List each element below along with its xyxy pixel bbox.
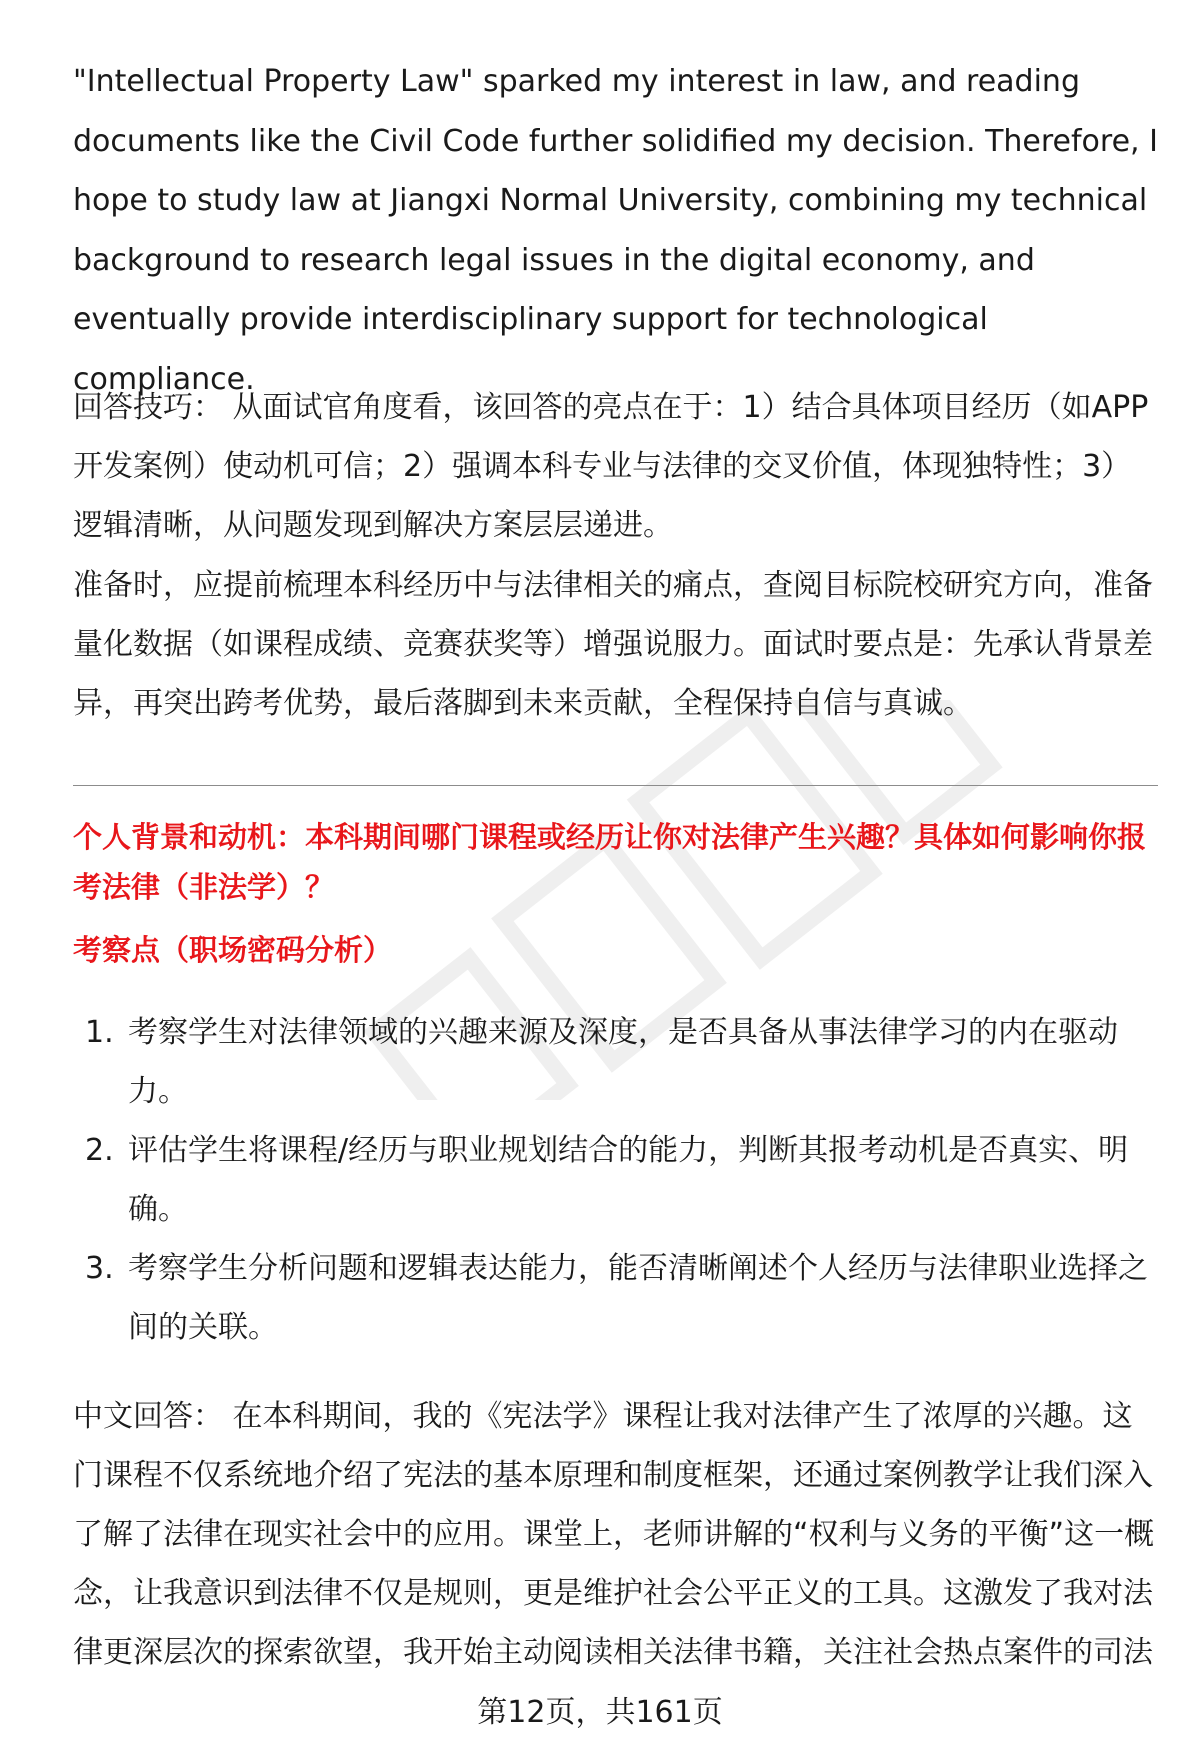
list-item (73, 1239, 1158, 1357)
page-number-footer: 第12页，共161页 (477, 1695, 723, 1730)
intro-english-paragraph: "Intellectual Property Law" sparked my interest in law, and reading documents like the Civil Code further solidified my decision. Therefore, I hope to study law at Jiangxi Normal University, combining my technical background to research legal issues in the digital economy, and eventually provide interdisciplinary support for technological compliance. (73, 64, 1158, 397)
list-item-text: 考察学生对法律领域的兴趣来源及深度，是否具备从事法律学习的内在驱动力。 (128, 1015, 1118, 1109)
chinese-answer-paragraph: 中文回答： 在本科期间，我的《宪法学》课程让我对法律产生了浓厚的兴趣。这门课程不仅系统地介绍了宪法的基本原理和制度框架，还通过案例教学让我们深入了解了法律在现实社会中的应用。课堂上，老师讲解的“权利与义务的平衡”这一概念，让我意识到法律不仅是规则，更是维护社会公平正义的工具。这激发了我对法律更深层次的探索欲望，我开始主动阅读相关法律书籍，关注社会热点案件的司法 (73, 1399, 1155, 1670)
list-item-text: 考察学生分析问题和逻辑表达能力，能否清晰阐述个人经历与法律职业选择之间的关联。 (128, 1251, 1148, 1345)
list-item-number: 3. (85, 1251, 114, 1286)
list-item-number: 2. (85, 1133, 114, 1168)
list-item (73, 1121, 1158, 1239)
section-divider (73, 785, 1158, 786)
focus-points-title: 考察点（职场密码分析） (73, 933, 393, 967)
list-item-text: 评估学生将课程/经历与职业规划结合的能力，判断其报考动机是否真实、明确。 (128, 1133, 1129, 1227)
list-item-number: 1. (85, 1015, 114, 1050)
answer-tips-paragraph: 回答技巧： 从面试官角度看，该回答的亮点在于：1）结合具体项目经历（如APP开发案例）使动机可信；2）强调本科专业与法律的交叉价值，体现独特性；3）逻辑清晰，从问题发现到解决方案层层递进。 (73, 390, 1149, 543)
focus-points-list (73, 1003, 1158, 1357)
list-item (73, 1003, 1158, 1121)
question-title: 个人背景和动机：本科期间哪门课程或经历让你对法律产生兴趣？具体如何影响你报考法律（非法学）？ (73, 820, 1147, 904)
preparation-paragraph: 准备时，应提前梳理本科经历中与法律相关的痛点，查阅目标院校研究方向，准备量化数据（如课程成绩、竞赛获奖等）增强说服力。面试时要点是：先承认背景差异，再突出跨考优势，最后落脚到未来贡献，全程保持自信与真诚。 (73, 568, 1153, 721)
